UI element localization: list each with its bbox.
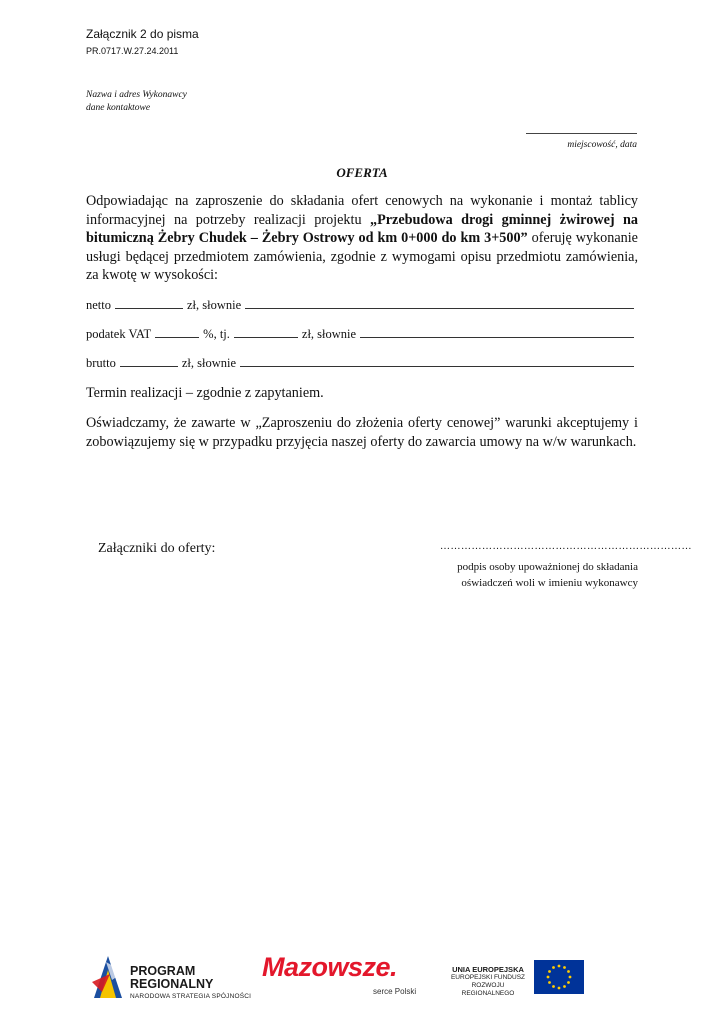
vat-unit-label: zł, słownie (301, 327, 357, 341)
brutto-unit-label: zł, słownie (181, 356, 237, 370)
program-regionalny-logo-icon (90, 952, 126, 1000)
mazowsze-subtitle: serce Polski (373, 987, 417, 996)
attachment-ref: Załącznik 2 do pisma (86, 27, 199, 41)
intro-paragraph (86, 192, 638, 285)
eu-title: UNIA EUROPEJSKA (452, 965, 524, 974)
eu-flag-icon (534, 960, 584, 994)
brutto-amount-field[interactable] (120, 356, 178, 367)
signature-caption-line1: podpis osoby upoważnionej do składania (457, 561, 638, 573)
program-subtitle: NARODOWA STRATEGIA SPÓJNOŚCI (130, 993, 252, 1000)
netto-unit-label: zł, słownie (187, 298, 242, 312)
brutto-words-field[interactable] (240, 356, 634, 367)
brutto-label: brutto (86, 356, 116, 370)
attachments-label: Załączniki do oferty: (98, 541, 216, 556)
project-name: „Przebudowa drogi gminnej żwirowej na bitumiczną Żebry Chudek – Żebry Ostrowy od km 0+000 do km 3+500” (86, 211, 638, 246)
vat-row (86, 327, 638, 342)
contractor-name-label: Nazwa i adres Wykonawcy (86, 90, 187, 100)
vat-words-field[interactable] (360, 327, 634, 338)
program-regionalny-text (130, 965, 213, 991)
termin-text: Termin realizacji – zgodnie z zapytaniem. (86, 385, 324, 401)
intro-text-end: oferuję wykonanie usługi będącej przedmiotem zamówienia, zgodnie z wymogami opisu przedmiotu zamówienia, za kwotę w wysokości: (86, 230, 638, 283)
vat-label: podatek VAT (86, 327, 152, 341)
intro-text-start: Odpowiadając na zaproszenie do składania ofert cenowych na wykonanie i montaż tablicy informacyjnej na potrzeby realizacji projektu (86, 193, 638, 228)
netto-words-field[interactable] (245, 298, 634, 309)
eu-text (445, 966, 531, 998)
vat-percent-field[interactable] (155, 327, 199, 338)
signature-caption (420, 559, 638, 591)
mazowsze-logo: Mazowsze. (262, 952, 398, 982)
place-date-line[interactable] (526, 133, 637, 134)
brutto-row (86, 356, 638, 371)
place-date-label: miejscowość, data (567, 140, 637, 150)
netto-amount-field[interactable] (115, 298, 183, 309)
document-number: PR.0717.W.27.24.2011 (86, 46, 179, 56)
eu-fund-line1: EUROPEJSKI FUNDUSZ (450, 974, 526, 981)
vat-percent-label: %, tj. (203, 327, 230, 341)
contractor-contact-label: dane kontaktowe (86, 103, 151, 113)
eu-fund-line2: ROZWOJU REGIONALNEGO (461, 982, 515, 997)
program-line1: PROGRAM (130, 964, 196, 978)
signature-line[interactable]: ……………………………………………………………… (440, 541, 692, 552)
document-title: OFERTA (336, 165, 388, 180)
vat-amount-field[interactable] (234, 327, 298, 338)
statement-paragraph: Oświadczamy, że zawarte w „Zaproszeniu do złożenia oferty cenowej” warunki akceptujemy i zobowiązujemy się w przypadku przyjęcia naszej oferty do zawarcia umowy na w/w warunkach. (86, 415, 638, 450)
netto-row (86, 298, 638, 313)
contractor-block (86, 89, 187, 115)
program-line2: REGIONALNY (130, 977, 214, 991)
signature-caption-line2: oświadczeń woli w imieniu wykonawcy (461, 577, 638, 589)
netto-label: netto (86, 298, 111, 312)
